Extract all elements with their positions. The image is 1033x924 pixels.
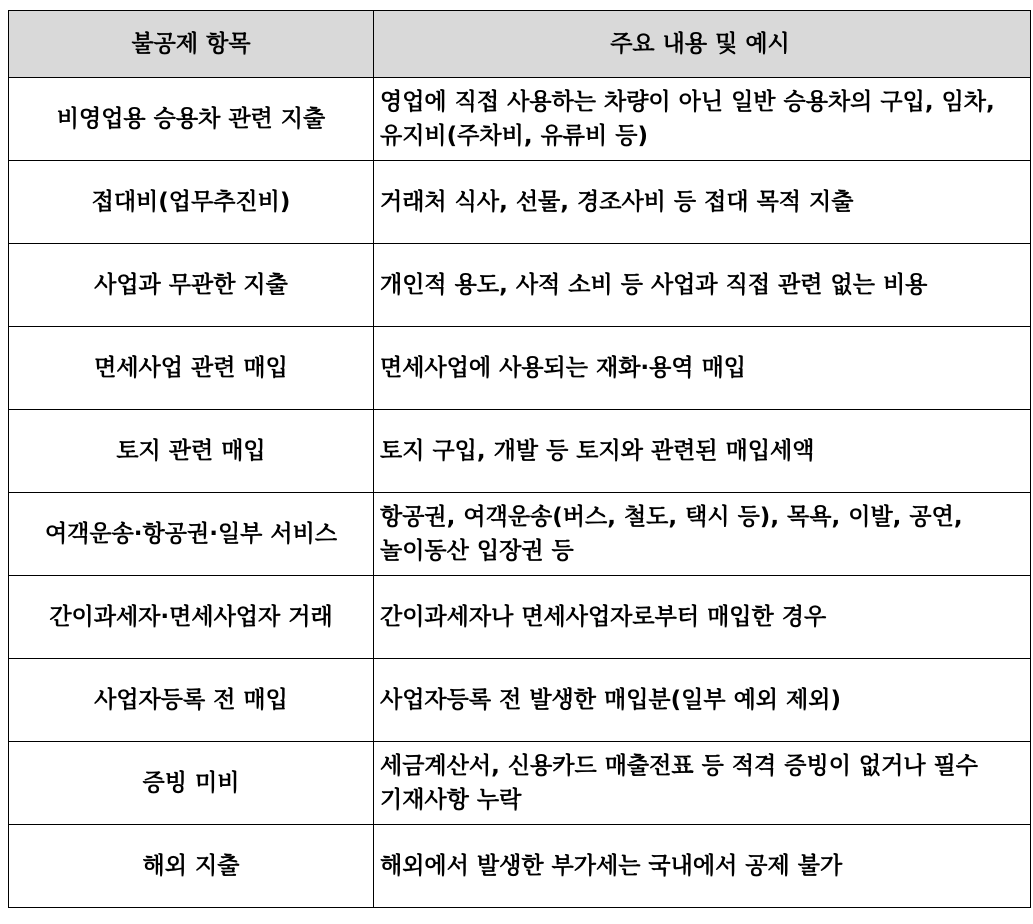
row-desc: 거래처 식사, 선물, 경조사비 등 접대 목적 지출: [374, 161, 1031, 244]
row-desc: 항공권, 여객운송(버스, 철도, 택시 등), 목욕, 이발, 공연, 놀이동산 입장권 등: [374, 493, 1031, 576]
row-desc: 면세사업에 사용되는 재화·용역 매입: [374, 327, 1031, 410]
table-row: [9, 161, 1031, 244]
row-desc: 사업자등록 전 발생한 매입분(일부 예외 제외): [374, 659, 1031, 742]
row-item: 해외 지출: [9, 825, 374, 908]
table-row: [9, 327, 1031, 410]
row-item: 사업자등록 전 매입: [9, 659, 374, 742]
row-item: 토지 관련 매입: [9, 410, 374, 493]
row-item: 사업과 무관한 지출: [9, 244, 374, 327]
table-row: [9, 78, 1031, 161]
row-item: 간이과세자·면세사업자 거래: [9, 576, 374, 659]
row-item: 여객운송·항공권·일부 서비스: [9, 493, 374, 576]
row-desc: 개인적 용도, 사적 소비 등 사업과 직접 관련 없는 비용: [374, 244, 1031, 327]
row-desc: 영업에 직접 사용하는 차량이 아닌 일반 승용차의 구입, 임차, 유지비(주차비, 유류비 등): [374, 78, 1031, 161]
row-item: 증빙 미비: [9, 742, 374, 825]
table-row: [9, 244, 1031, 327]
table-row: [9, 410, 1031, 493]
row-desc: 세금계산서, 신용카드 매출전표 등 적격 증빙이 없거나 필수 기재사항 누락: [374, 742, 1031, 825]
non-deductible-items-table: [8, 10, 1031, 908]
table-row: [9, 493, 1031, 576]
row-item: 면세사업 관련 매입: [9, 327, 374, 410]
table-row: [9, 742, 1031, 825]
row-desc: 해외에서 발생한 부가세는 국내에서 공제 불가: [374, 825, 1031, 908]
table-row: [9, 659, 1031, 742]
table-header-row: [9, 11, 1031, 78]
table-row: [9, 576, 1031, 659]
row-item: 비영업용 승용차 관련 지출: [9, 78, 374, 161]
header-item: 불공제 항목: [9, 11, 374, 78]
row-desc: 토지 구입, 개발 등 토지와 관련된 매입세액: [374, 410, 1031, 493]
table-row: [9, 825, 1031, 908]
row-item: 접대비(업무추진비): [9, 161, 374, 244]
row-desc: 간이과세자나 면세사업자로부터 매입한 경우: [374, 576, 1031, 659]
header-desc: 주요 내용 및 예시: [374, 11, 1031, 78]
